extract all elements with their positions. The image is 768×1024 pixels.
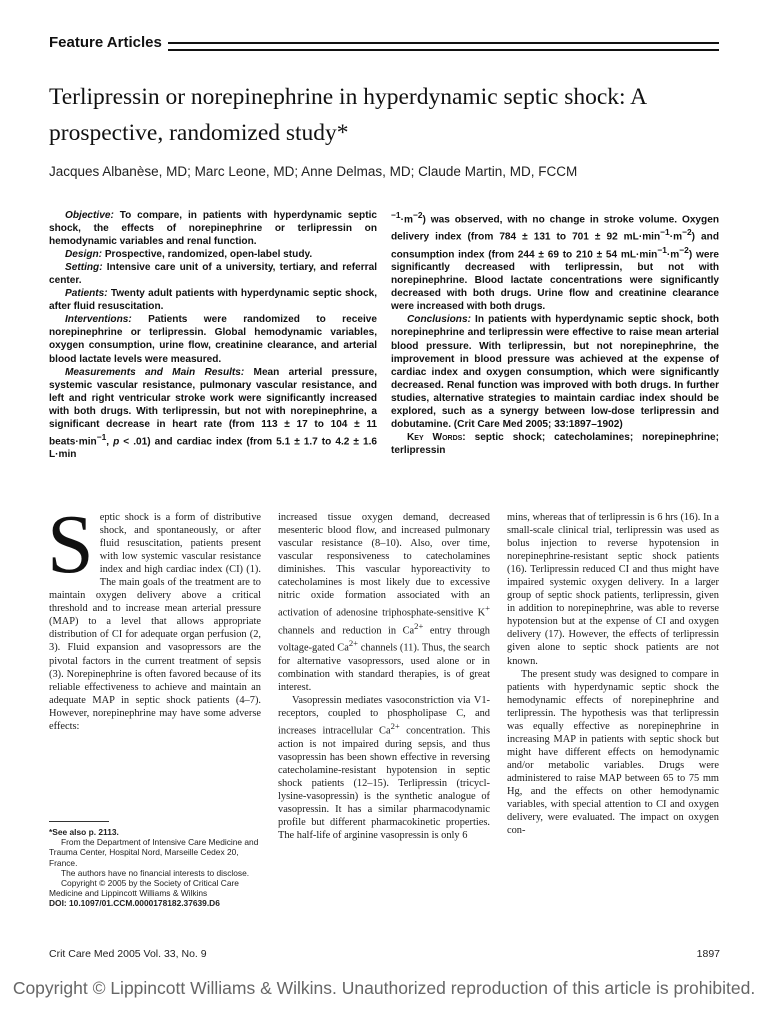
abstract-text: < .01) and cardiac index (from 5.1 ± 1.7 to 4.2 ± 1.6 L·min <box>49 436 377 461</box>
abstract-text: ·m <box>666 249 680 261</box>
footnote-rule <box>49 821 109 822</box>
abstract-results-continued <box>391 209 719 313</box>
copyright-banner: Copyright © Lippincott Williams & Wilkins. Unauthorized reproduction of this article is prohibited. <box>12 978 756 998</box>
footnote-copyright: Copyright © 2005 by the Society of Critical Care Medicine and Lippincott Williams & Wilkins <box>49 878 239 899</box>
body-paragraph <box>278 694 490 842</box>
superscript: 2+ <box>414 620 424 631</box>
abstract-text: ) was observed, with no change in stroke volume. Oxygen delivery index (from 784 ± 131 to 701 ± 92 mL·min <box>391 214 719 243</box>
abstract-text: Prospective, randomized, open-label study. <box>102 249 313 261</box>
abstract-keywords <box>391 431 719 457</box>
body-text: channels (11). Thus, the search for alternative vasopressors, used alone or in combination with standard therapies, is of great interest. <box>278 642 490 693</box>
abstract-text: Intensive care unit of a university, tertiary, and referral center. <box>49 262 377 287</box>
abstract-label: Measurements and Main Results: <box>65 366 245 378</box>
abstract-results <box>49 366 377 462</box>
abstract-text: To compare, in patients with hyperdynamic septic shock, the effects of norepinephrine or terlipressin on hemodynamic variables and renal function. <box>49 210 377 248</box>
abstract-label: Patients: <box>65 288 108 300</box>
footnote-see-also: *See also p. 2113. <box>49 827 119 837</box>
body-paragraph <box>47 498 261 733</box>
abstract-label: Conclusions: <box>407 314 471 326</box>
superscript: −1 <box>660 227 670 238</box>
abstract-text: ) were significantly decreased with terlipressin, but not with norepinephrine. Blood lactate concentrations were significantly decreased with both drugs. Urine flow and creatinine clearance were increased with both drugs. <box>391 249 719 313</box>
page-number: 1897 <box>696 948 720 960</box>
superscript: −2 <box>679 244 689 255</box>
article-authors: Jacques Albanèse, MD; Marc Leone, MD; Anne Delmas, MD; Claude Martin, MD, FCCM <box>49 164 578 179</box>
body-text: eptic shock is a form of distributive shock, and spontaneously, or after fluid resuscitation, patients present with low systemic vascular resistance index and high cardiac index (CI) (1). The main goals of the treatment are to maintain oxygen delivery above a critical threshold and to increase mean arterial pressure (MAP) to a level that allows appropriate distribution of CI for adequate organ perfusion (2, 3). Fluid expansion and vasopressors are the pivotal factors in the current treatment of sepsis (3). Norepinephrine is often favored because of its reliable effectiveness to achieve and maintain an adequate MAP in septic shock patients (4–7). However, norepinephrine may have some adverse effects: <box>49 512 261 732</box>
abstract-label: Setting: <box>65 262 103 274</box>
body-column-3 <box>507 511 719 837</box>
p-value-symbol: p <box>113 436 120 448</box>
abstract-setting <box>49 261 377 287</box>
drop-cap: S <box>47 498 94 591</box>
abstract-text: ·m <box>669 231 683 243</box>
abstract-text: ) and consumption index (from 244 ± 69 to 210 ± 54 mL·min <box>391 231 719 261</box>
body-paragraph <box>278 511 490 694</box>
body-paragraph: mins, whereas that of terlipressin is 6 hrs (16). In a small-scale clinical trial, terlipressin was used as bolus injection to reverse hypotension in norepinephrine-resistant septic shock patients (16). Terlipressin reduced CI and thus might have impaired systemic oxygen delivery. In a larger group of septic shock patients, terlipressin, given in addition to norepinephrine, was able to reverse hypotension but at the expense of CI and oxygen delivery (17). However, the effects of terlipressin given alone to septic shock patients are not known. <box>507 512 719 667</box>
body-text: Vasopressin mediates vasoconstriction via V1-receptors, coupled to phospholipase C, and increases intracellular Ca <box>278 695 490 737</box>
body-text: concentration. This action is not impaired during sepsis, and thus vasopressin has been shown effective in reversing catecholamine-resistant hypotension in septic shock patients (12–15). Terlipressin (tricycl-lysine-vasopressin) is the synthetic analogue of vasopressin. It has a similar pharmacodynamic profile but different pharmacokinetic properties. The half-life of arginine vasopressin is only 6 <box>278 725 490 841</box>
abstract-objective <box>49 209 377 248</box>
abstract-label: Design: <box>65 249 103 261</box>
superscript: −1 <box>96 431 107 442</box>
abstract-label: Objective: <box>65 210 114 221</box>
footnotes <box>49 827 261 909</box>
superscript: −1 <box>391 210 401 220</box>
abstract-text: Patients were randomized to receive norepinephrine or terlipressin. Global hemodynamic variables, oxygen consumption, urine flow, creatinine clearance, and arterial blood lactate levels were measured. <box>49 314 377 365</box>
abstract-text: In patients with hyperdynamic septic shock, both norepinephrine and terlipressin were effective to raise mean arterial blood pressure. With terlipressin, but not norepinephrine, the improvement in blood pressure was achieved at the expense of cardiac index and oxygen consumption, which were significantly decreased. Renal function was improved with both drugs. In further studies, alternative strategies to maintain cardiac index should be explored, such as a synergy between low-dose terlipressin and dobutamine. (Crit Care Med 2005; 33:1897–1902) <box>391 314 719 430</box>
abstract-left-column <box>49 209 377 461</box>
keywords-label: Key Words: <box>407 431 466 443</box>
footnote-affiliation: From the Department of Intensive Care Medicine and Trauma Center, Hospital Nord, Marseille Cedex 20, France. <box>49 837 259 868</box>
abstract-design <box>49 248 377 261</box>
superscript: −2 <box>682 227 692 238</box>
abstract-label: Interventions: <box>65 314 132 326</box>
section-label: Feature Articles <box>49 33 168 53</box>
superscript: + <box>485 603 490 614</box>
body-text: increased tissue oxygen demand, decreased mesenteric blood flow, and increased pulmonary vascular resistance (8–10). Also, over time, vascular responsiveness to catecholamines diminishes. This vascular hyporeactivity to catecholamines is most likely due to excessive nitric oxide formation associated with an activation of adenosine triphosphate-sensitive K <box>278 512 490 619</box>
abstract-text: Mean arterial pressure, systemic vascular resistance, pulmonary vascular resistance, and left and right ventricular stroke work were significantly increased with both drugs. With terlipressin, but not with norepinephrine, a significant decrease in heart rate (from 113 ± 17 to 104 ± 11 beats·min <box>49 366 377 448</box>
abstract-right-column <box>391 209 719 457</box>
article-title: Terlipressin or norepinephrine in hyperdynamic septic shock: A prospective, randomized study* <box>49 84 646 146</box>
body-paragraph: The present study was designed to compare in patients with hyperdynamic septic shock the hemodynamic effects of norepinephrine and terlipressin. The hypothesis was that terlipressin was equally effective as norepinephrine in increasing MAP in patients with septic shock but might have different effects on hemodynamic and/or metabolic variables. Drugs were administered to raise MAP between 65 to 75 mm Hg, and the effects on other hemodynamic variables, with special attention to CI and oxygen delivery, were evaluated. The impact on oxygen con- <box>507 668 719 837</box>
section-header <box>49 33 719 53</box>
body-text: channels and reduction in Ca <box>278 625 415 637</box>
abstract-text: , <box>106 436 114 448</box>
superscript: −1 <box>657 244 667 255</box>
body-column-2 <box>278 511 490 842</box>
body-column-1 <box>47 498 261 733</box>
superscript: −2 <box>412 210 423 220</box>
keywords-text: septic shock; catecholamines; norepinephrine; terlipressin <box>391 431 719 456</box>
abstract-interventions <box>49 313 377 365</box>
journal-footer: Crit Care Med 2005 Vol. 33, No. 9 <box>49 948 207 960</box>
footnote-disclosure: The authors have no financial interests to disclose. <box>61 867 250 878</box>
abstract-text: ·m <box>400 214 413 226</box>
body-text: entry through voltage-gated Ca <box>278 625 490 654</box>
abstract-patients <box>49 287 377 313</box>
footnote-doi: DOI: 10.1097/01.CCM.0000178182.37639.D6 <box>49 898 220 909</box>
abstract-conclusions <box>391 313 719 430</box>
superscript: 2+ <box>390 721 400 732</box>
abstract-text: Twenty adult patients with hyperdynamic septic shock, after fluid resuscitation. <box>49 288 377 313</box>
superscript: 2+ <box>348 638 359 649</box>
